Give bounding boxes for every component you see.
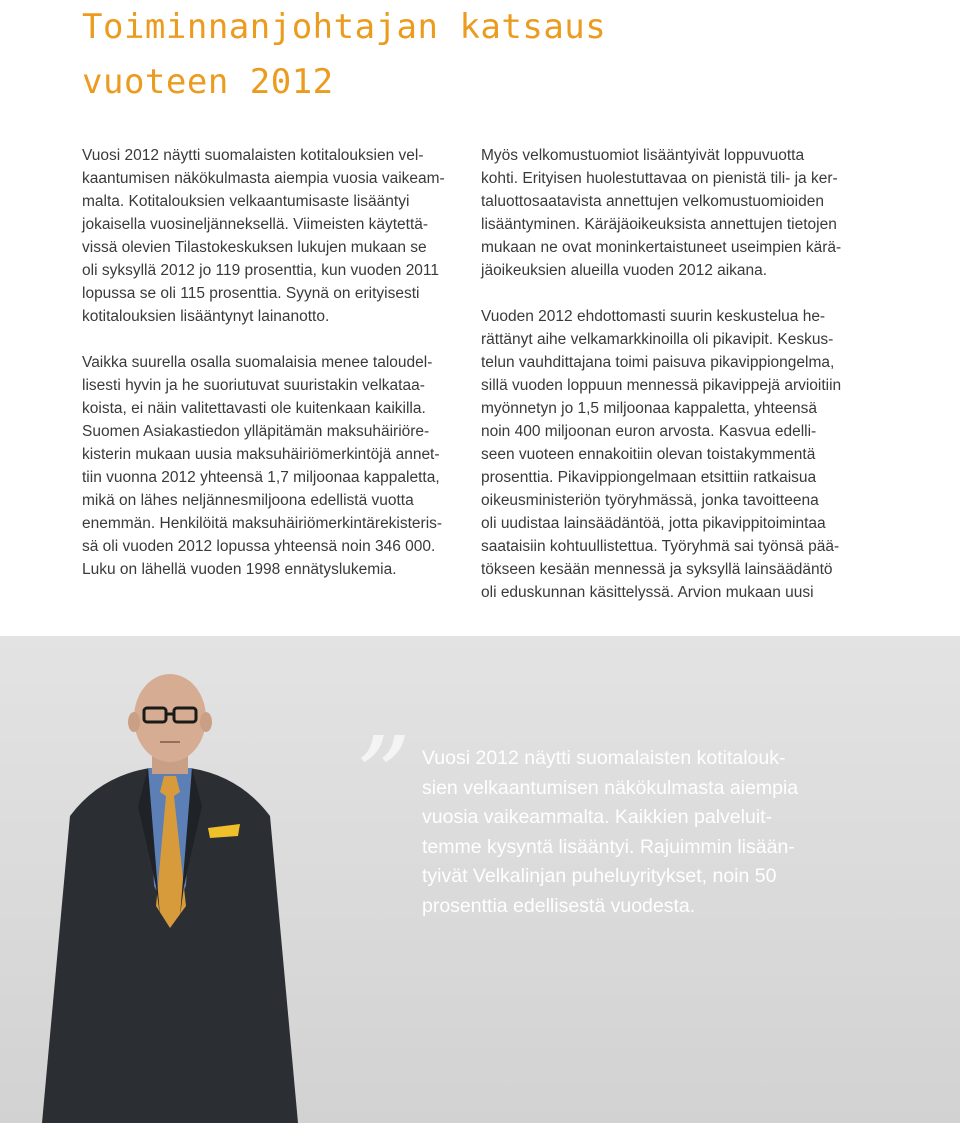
text-line: vissä olevien Tilastokeskuksen lukujen mukaan se	[82, 239, 427, 256]
text-line: kaantumisen näkökulmasta aiempia vuosia vaikeam-	[82, 170, 445, 187]
quote-line: prosenttia edellisestä vuodesta.	[422, 894, 696, 917]
text-line: mukaan ne ovat moninkertaistuneet useimpien kärä-	[481, 239, 842, 256]
quote-mark-icon: ”	[355, 713, 412, 841]
text-line: Myös velkomustuomiot lisääntyivät loppuvuotta	[481, 147, 805, 164]
right-column	[481, 144, 881, 604]
paragraph-1	[82, 144, 467, 328]
text-line: oli syksyllä 2012 jo 119 prosenttia, kun vuoden 2011	[82, 262, 440, 279]
text-line: rättänyt aihe velkamarkkinoilla oli pikavipit. Keskus-	[481, 331, 834, 348]
text-line: Luku on lähellä vuoden 1998 ennätyslukemia.	[82, 561, 397, 578]
text-line: tökseen kesään mennessä ja syksyllä lainsäädäntö	[481, 561, 833, 578]
quote-line: Vuosi 2012 näytti suomalaisten kotitalouk-	[422, 747, 786, 769]
text-line: oli uudistaa lainsäädäntöä, jotta pikavippitoimintaa	[481, 515, 826, 532]
text-line: malta. Kotitalouksien velkaantumisaste lisääntyi	[82, 193, 410, 210]
page-title	[82, 0, 606, 110]
quote-line: temme kysyntä lisääntyi. Rajuimmin lisään-	[422, 835, 795, 858]
text-line: oli eduskunnan käsittelyssä. Arvion mukaan uusi	[481, 584, 814, 601]
pull-quote	[422, 744, 882, 921]
text-line: Vuosi 2012 näytti suomalaisten kotitalouksien vel-	[82, 147, 424, 164]
text-line: noin 400 miljoonan euron arvosta. Kasvua edelli-	[481, 423, 817, 440]
text-line: kohti. Erityisen huolestuttavaa on pienistä tili- ja ker-	[481, 170, 838, 187]
paragraph-4	[481, 305, 881, 604]
text-line: prosenttia. Pikavippiongelmaan etsittiin ratkaisua	[481, 469, 817, 486]
text-line: sillä vuoden loppuun mennessä pikavippejä arvioitiin	[481, 377, 842, 394]
text-line: tiin vuonna 2012 yhteensä 1,7 miljoonaa kappaletta,	[82, 469, 440, 486]
text-line: Vuoden 2012 ehdottomasti suurin keskustelua he-	[481, 308, 826, 325]
left-column	[82, 144, 467, 581]
text-line: kisterin mukaan uusia maksuhäiriömerkintöjä annet-	[82, 446, 440, 463]
text-line: taluottosaatavista annettujen velkomustuomioiden	[481, 193, 824, 210]
text-line: jokaisella vuosineljänneksellä. Viimeisten käytettä-	[82, 216, 429, 233]
paragraph-2	[82, 351, 467, 581]
portrait-photo	[40, 656, 300, 1123]
text-line: oikeusministeriön työryhmässä, jonka tavoitteena	[481, 492, 819, 509]
paragraph-3	[481, 144, 881, 282]
text-line: lisääntyminen. Käräjäoikeuksista annettujen tietojen	[481, 216, 837, 233]
text-line: sä oli vuoden 2012 lopussa yhteensä noin 346 000.	[82, 538, 436, 555]
text-line: jäoikeuksien alueilla vuoden 2012 aikana.	[481, 262, 768, 279]
text-line: enemmän. Henkilöitä maksuhäiriömerkintärekisteris-	[82, 515, 443, 532]
title-line-2: vuoteen 2012	[82, 62, 334, 102]
text-line: telun vauhdittajana toimi paisuva pikavippiongelma,	[481, 354, 835, 371]
text-line: seen vuoteen ennakoitiin olevan toistakymmentä	[481, 446, 816, 463]
text-line: lopussa se oli 115 prosenttia. Syynä on erityisesti	[82, 285, 420, 302]
photo-band	[0, 636, 960, 1123]
title-line-1: Toiminnanjohtajan katsaus	[82, 7, 607, 47]
text-line: koista, ei näin valitettavasti ole kuitenkaan kaikilla.	[82, 400, 426, 417]
quote-line: vuosia vaikeammalta. Kaikkien palveluit-	[422, 806, 773, 828]
quote-line: sien velkaantumisen näkökulmasta aiempia	[422, 776, 799, 799]
text-line: Suomen Asiakastiedon ylläpitämän maksuhäiriöre-	[82, 423, 430, 440]
text-line: myönnetyn jo 1,5 miljoonaa kappaletta, yhteensä	[481, 400, 818, 417]
text-line: kotitalouksien lisääntynyt lainanotto.	[82, 308, 330, 325]
text-line: mikä on lähes neljännesmiljoona edellistä vuotta	[82, 492, 414, 509]
text-line: saataisiin kohtuullistettua. Työryhmä sai työnsä pää-	[481, 538, 840, 555]
text-line: Vaikka suurella osalla suomalaisia menee taloudel-	[82, 354, 433, 371]
text-line: lisesti hyvin ja he suoriutuvat suuristakin velkataa-	[82, 377, 425, 394]
quote-line: tyivät Velkalinjan puheluyritykset, noin 50	[422, 865, 777, 887]
